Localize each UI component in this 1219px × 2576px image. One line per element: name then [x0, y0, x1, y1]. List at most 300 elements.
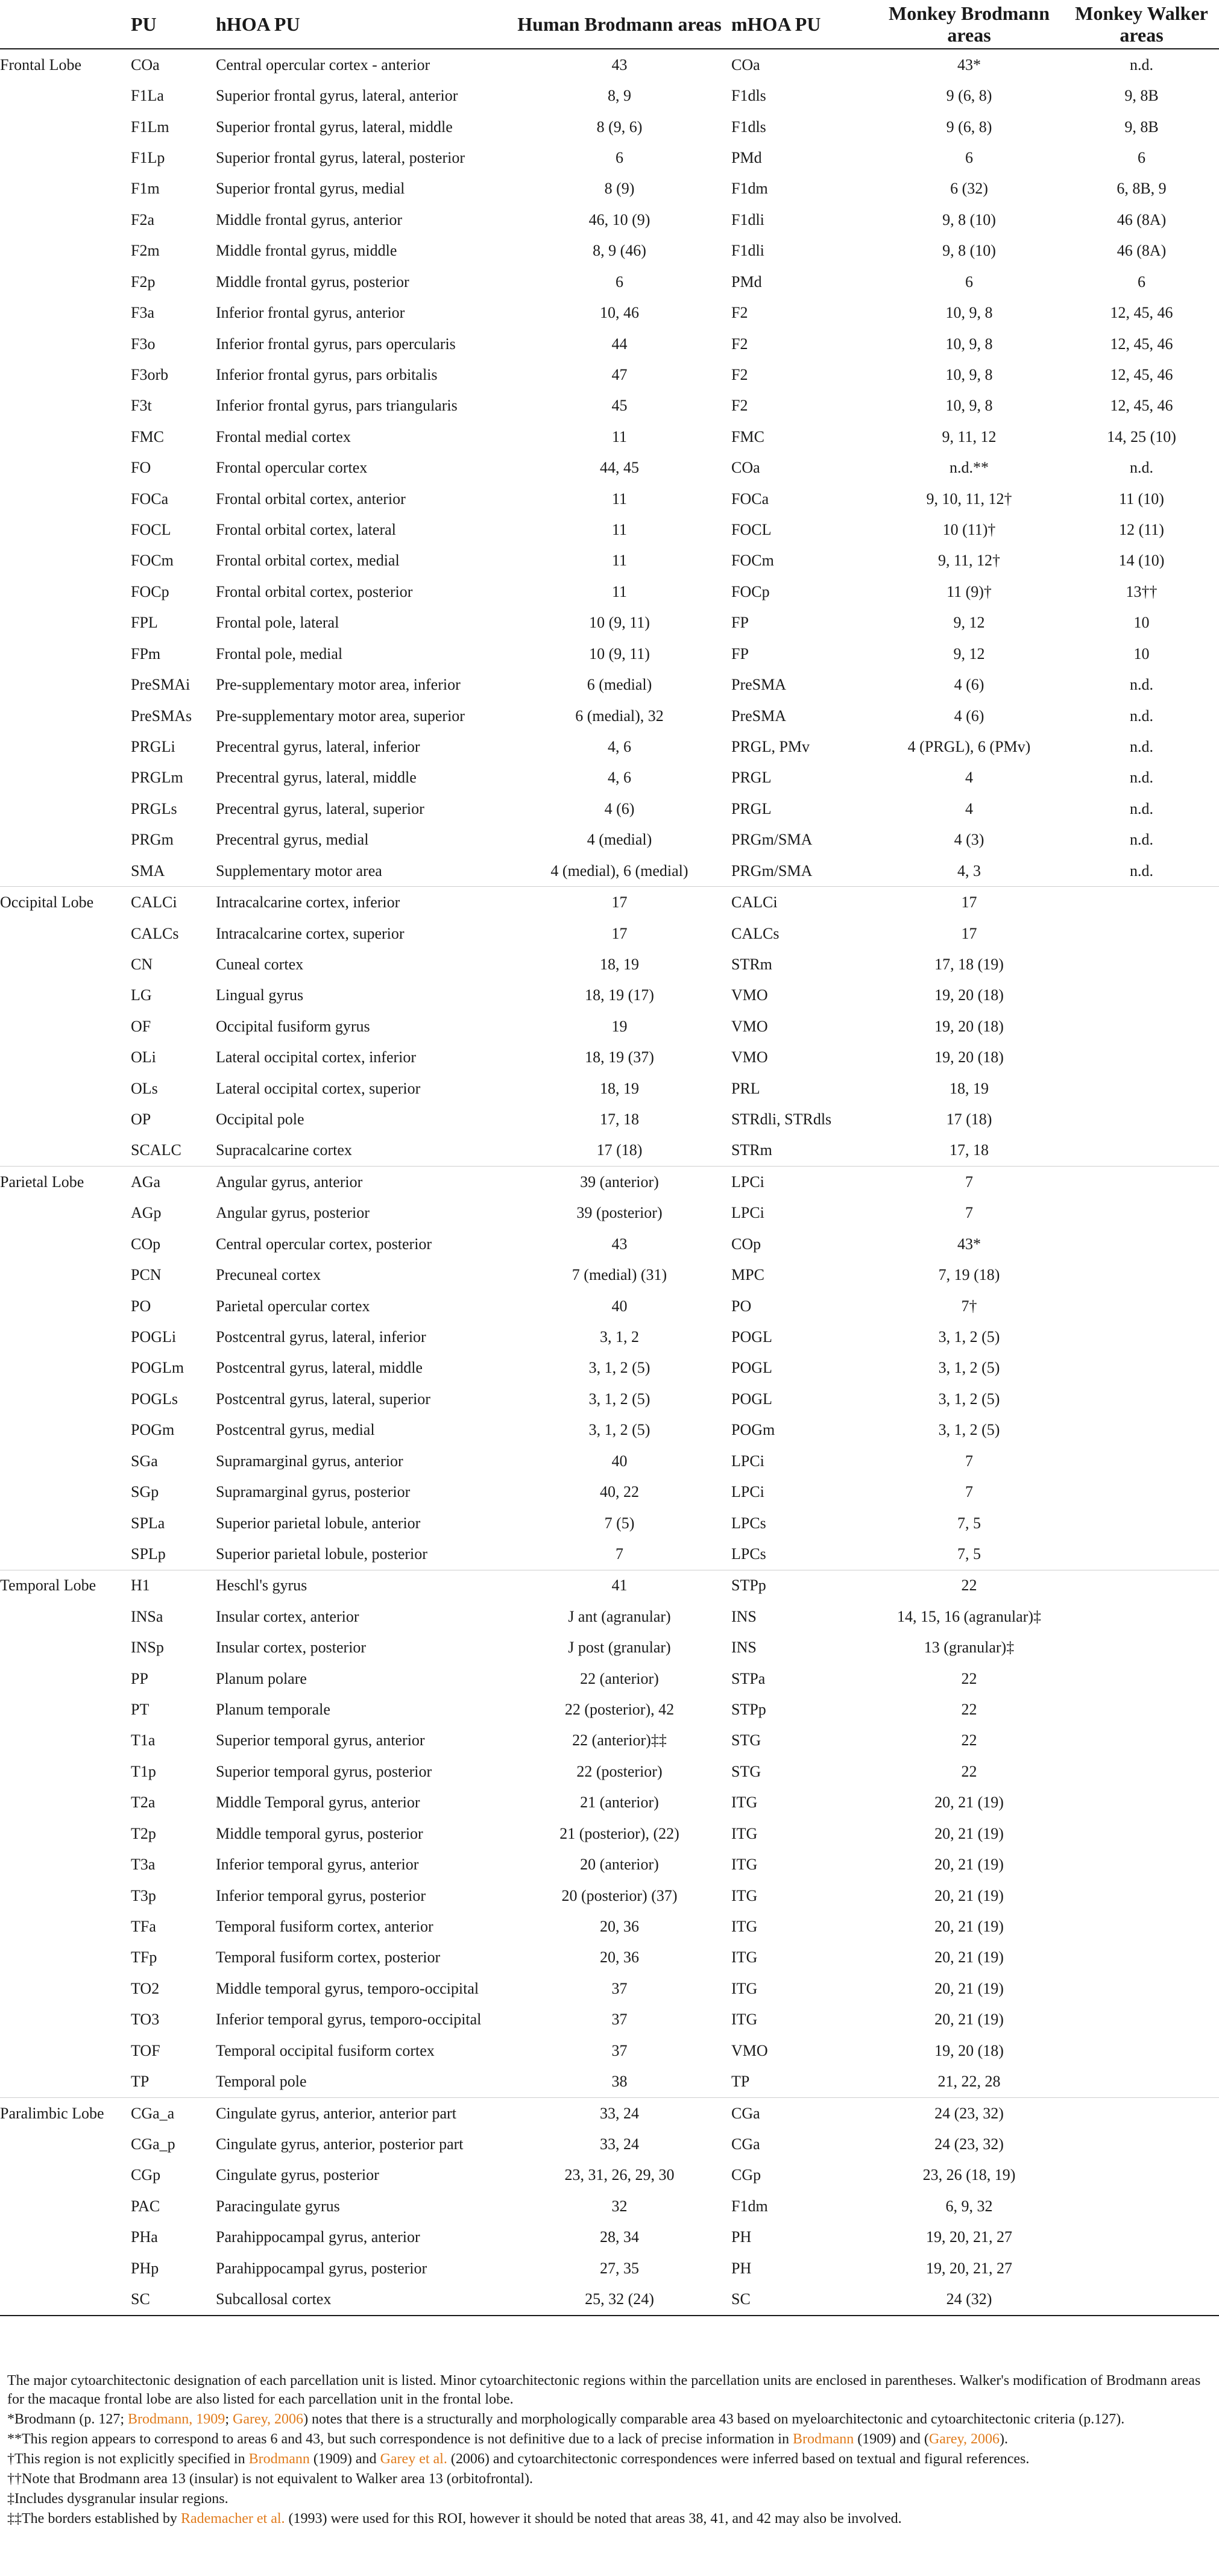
mhoa-code-cell: COa — [731, 55, 760, 74]
monkey-brodmann-areas-cell: 6 (32) — [950, 180, 988, 198]
table-row — [0, 763, 1219, 793]
hhoa-name-cell: Postcentral gyrus, lateral, inferior — [216, 1328, 426, 1346]
lobe-name-cell — [0, 2066, 124, 2097]
table-row — [0, 142, 1219, 173]
mhoa-code-cell: F1dm — [731, 180, 768, 198]
human-brodmann-areas-cell: 37 — [611, 2011, 628, 2029]
lobe-name-cell — [0, 793, 124, 824]
human-brodmann-areas-cell: 4 (medial), 6 (medial) — [512, 855, 726, 887]
monkey-walker-areas-cell — [1064, 1725, 1219, 1756]
monkey-brodmann-areas-cell: 19, 20 (18) — [934, 1017, 1004, 1035]
table-row — [0, 2222, 1219, 2253]
monkey-walker-areas-cell — [1064, 2004, 1219, 2035]
human-brodmann-areas-cell: 3, 1, 2 (5) — [588, 1390, 650, 1408]
human-brodmann-areas-cell: 39 (posterior) — [576, 1204, 663, 1222]
hhoa-name-cell: Paracingulate gyrus — [216, 2197, 340, 2215]
human-brodmann-areas-cell: 10 (9, 11) — [589, 614, 650, 632]
pu-code-cell: POGLs — [131, 1390, 178, 1408]
lobe-name-cell — [0, 855, 124, 887]
human-brodmann-areas-cell: 20, 36 — [600, 1948, 639, 1967]
hhoa-name-cell: Precuneal cortex — [216, 1266, 321, 1284]
human-brodmann-areas-cell: 17 (18) — [512, 1135, 726, 1167]
table-row — [0, 1663, 1219, 1694]
monkey-walker-areas-cell — [1064, 1446, 1219, 1476]
lobe-name-cell — [0, 1725, 124, 1756]
pu-code-cell: AGp — [131, 1204, 162, 1222]
table-row — [0, 949, 1219, 980]
mhoa-code-cell: SC — [726, 2284, 874, 2315]
monkey-brodmann-areas-cell: 7, 19 (18) — [938, 1266, 1000, 1284]
monkey-walker-areas-cell — [1064, 2284, 1219, 2315]
monkey-walker-areas-cell — [1064, 2253, 1219, 2284]
hhoa-name-cell: Lingual gyrus — [216, 986, 304, 1004]
hhoa-name-cell: Inferior frontal gyrus, pars triangularis — [216, 397, 458, 415]
pu-code-cell: COa — [131, 55, 160, 74]
monkey-walker-areas-cell — [1064, 1321, 1219, 1352]
monkey-brodmann-areas-cell: 6, 9, 32 — [945, 2197, 993, 2215]
lobe-name-cell — [0, 1476, 124, 1507]
table-row — [0, 887, 1219, 918]
monkey-walker-areas-cell — [1064, 1198, 1219, 1229]
monkey-walker-areas-cell — [1064, 2097, 1219, 2129]
hhoa-name-cell: Subcallosal cortex — [211, 2284, 512, 2315]
pu-code-cell: CALCi — [131, 893, 177, 912]
monkey-brodmann-areas-cell: 4 — [965, 799, 973, 817]
table-row — [0, 825, 1219, 855]
monkey-brodmann-areas-cell: 22 — [961, 1701, 977, 1719]
table-row — [0, 1973, 1219, 2004]
monkey-walker-areas-cell — [1064, 1384, 1219, 1414]
human-brodmann-areas-cell: 40, 22 — [600, 1483, 639, 1501]
pu-code-cell: INSa — [131, 1607, 163, 1625]
table-row — [0, 80, 1219, 111]
human-brodmann-areas-cell: 8 (9) — [604, 180, 635, 198]
lobe-name-cell — [0, 1384, 124, 1414]
mhoa-code-cell: FOCm — [731, 552, 774, 570]
hhoa-name-cell: Supramarginal gyrus, anterior — [216, 1452, 403, 1470]
mhoa-code-cell: STG — [731, 1762, 761, 1780]
human-brodmann-areas-cell: J ant (agranular) — [568, 1607, 671, 1625]
monkey-brodmann-areas-cell: 9, 12 — [953, 614, 985, 632]
human-brodmann-areas-cell: 22 (anterior)‡‡ — [572, 1731, 667, 1749]
pu-code-cell: OLi — [131, 1048, 156, 1066]
mhoa-code-cell: F1dm — [731, 2197, 768, 2215]
monkey-brodmann-areas-cell: 20, 21 (19) — [934, 1886, 1004, 1904]
hhoa-name-cell: Temporal occipital fusiform cortex — [216, 2041, 435, 2059]
monkey-walker-areas-cell — [1064, 2191, 1219, 2222]
human-brodmann-areas-cell: 17 — [611, 893, 628, 912]
human-brodmann-areas-cell: 11 — [611, 552, 628, 570]
table-row — [0, 1911, 1219, 1942]
lobe-name-cell: Frontal Lobe — [0, 55, 82, 74]
pu-code-cell: PreSMAs — [131, 707, 192, 725]
human-brodmann-areas-cell: 18, 19 (17) — [585, 986, 654, 1004]
monkey-walker-areas-cell — [1064, 1756, 1219, 1787]
pu-code-cell: TO2 — [131, 1979, 160, 1997]
hhoa-name-cell: Frontal medial cortex — [216, 427, 351, 446]
hhoa-name-cell: Cingulate gyrus, anterior, anterior part — [216, 2104, 456, 2122]
hhoa-name-cell: Occipital pole — [216, 1110, 304, 1129]
header-mhoa: mHOA PU — [731, 13, 821, 35]
monkey-walker-areas-cell — [1064, 1011, 1219, 1042]
hhoa-name-cell: Frontal pole, medial — [216, 644, 343, 663]
hhoa-name-cell: Superior temporal gyrus, posterior — [216, 1762, 432, 1780]
mhoa-code-cell: PO — [731, 1297, 752, 1315]
lobe-name-cell: Paralimbic Lobe — [0, 2104, 104, 2122]
monkey-walker-areas-cell — [1064, 1570, 1219, 1601]
monkey-walker-areas-cell: 12 (11) — [1119, 521, 1164, 539]
hhoa-name-cell: Superior parietal lobule, anterior — [216, 1514, 421, 1532]
table-row — [0, 1104, 1219, 1135]
pu-code-cell: POGm — [131, 1421, 175, 1439]
hhoa-name-cell: Central opercular cortex - anterior — [216, 55, 430, 74]
hhoa-name-cell: Intracalcarine cortex, inferior — [216, 893, 400, 912]
mhoa-code-cell: FOCa — [731, 490, 769, 508]
lobe-name-cell — [0, 80, 124, 111]
monkey-brodmann-areas-cell: 43* — [957, 55, 981, 74]
mhoa-code-cell: PH — [731, 2259, 752, 2277]
human-brodmann-areas-cell: 22 (posterior) — [576, 1762, 663, 1780]
pu-code-cell: F3o — [131, 335, 156, 353]
footnote-1-text-b: ; — [225, 2411, 233, 2427]
mhoa-code-cell: CGa — [731, 2104, 760, 2122]
human-brodmann-areas-cell: 32 — [611, 2197, 628, 2215]
hhoa-name-cell: Middle temporal gyrus, temporo-occipital — [216, 1979, 479, 1997]
table-row — [0, 112, 1219, 142]
human-brodmann-areas-cell: 47 — [611, 365, 628, 383]
hhoa-name-cell: Inferior temporal gyrus, anterior — [216, 1856, 419, 1874]
mhoa-code-cell: PH — [731, 2228, 752, 2246]
monkey-brodmann-areas-cell: 24 (32) — [874, 2284, 1064, 2315]
human-brodmann-areas-cell: 8 (9, 6) — [596, 118, 643, 136]
pu-code-cell: SC — [124, 2284, 211, 2315]
monkey-walker-areas-cell — [1064, 2160, 1219, 2191]
monkey-walker-areas-cell: n.d. — [1130, 799, 1153, 817]
pu-code-cell: F3a — [131, 304, 154, 322]
hhoa-name-cell: Planum temporale — [216, 1701, 330, 1719]
table-row — [0, 1880, 1219, 1911]
monkey-brodmann-areas-cell: 4 (6) — [954, 676, 984, 694]
lobe-name-cell — [0, 112, 124, 142]
hhoa-name-cell: Cingulate gyrus, posterior — [216, 2166, 379, 2184]
table-row — [0, 2191, 1219, 2222]
pu-code-cell: PO — [131, 1297, 151, 1315]
table-row — [0, 236, 1219, 266]
lobe-name-cell — [0, 1942, 124, 1973]
table-row — [0, 174, 1219, 204]
mhoa-code-cell: STPp — [731, 1576, 766, 1595]
mhoa-code-cell: F2 — [731, 397, 748, 415]
reference-link[interactable]: Brodmann — [248, 2451, 310, 2467]
pu-code-cell: SPLp — [124, 1538, 211, 1570]
human-brodmann-areas-cell: 6 (medial), 32 — [575, 707, 664, 725]
mhoa-code-cell: CALCs — [731, 924, 780, 942]
table-row — [0, 266, 1219, 297]
monkey-brodmann-areas-cell: 4 (3) — [954, 831, 984, 849]
table-row — [0, 576, 1219, 607]
lobe-name-cell — [0, 329, 124, 359]
monkey-brodmann-areas-cell: 19, 20, 21, 27 — [926, 2228, 1012, 2246]
header-lobe — [0, 0, 124, 49]
lobe-name-cell — [0, 701, 124, 731]
table-row — [0, 1353, 1219, 1384]
reference-link[interactable]: Garey, 2006 — [232, 2411, 304, 2427]
monkey-walker-areas-cell: 6 — [1138, 272, 1145, 291]
table-row — [0, 1415, 1219, 1446]
pu-code-cell: T2a — [131, 1793, 156, 1812]
monkey-brodmann-areas-cell: 6 — [965, 272, 973, 291]
mhoa-code-cell: ITG — [731, 1886, 758, 1904]
human-brodmann-areas-cell: 18, 19 (37) — [585, 1048, 654, 1066]
pu-code-cell: SMA — [124, 855, 211, 887]
pu-code-cell: PCN — [131, 1266, 162, 1284]
lobe-name-cell — [0, 2129, 124, 2159]
footnote-5: ‡Includes dysgranular insular regions. — [7, 2491, 228, 2507]
table-row — [0, 1633, 1219, 1663]
hhoa-name-cell: Inferior frontal gyrus, anterior — [216, 304, 405, 322]
footnote-3-text-b: (1909) and — [309, 2451, 380, 2467]
human-brodmann-areas-cell: 4 (6) — [604, 799, 635, 817]
pu-code-cell: POGLi — [131, 1328, 177, 1346]
mhoa-code-cell: VMO — [731, 2041, 768, 2059]
table-row — [0, 297, 1219, 328]
monkey-brodmann-areas-cell: 10, 9, 8 — [945, 365, 993, 383]
lobe-name-cell — [0, 1818, 124, 1849]
lobe-name-cell — [0, 2284, 124, 2315]
mhoa-code-cell: PRGL, PMv — [731, 737, 810, 755]
table-row — [0, 669, 1219, 700]
mhoa-code-cell: STPp — [731, 1701, 766, 1719]
monkey-brodmann-areas-cell: 23, 26 (18, 19) — [922, 2166, 1016, 2184]
human-brodmann-areas-cell: 43 — [611, 1235, 628, 1253]
mhoa-code-cell: COa — [731, 459, 760, 477]
table-row — [0, 1818, 1219, 1849]
pu-code-cell: SCALC — [124, 1135, 211, 1167]
table-row — [0, 2160, 1219, 2191]
lobe-name-cell — [0, 546, 124, 576]
monkey-brodmann-areas-cell: 7, 5 — [874, 1538, 1064, 1570]
table-row — [0, 1508, 1219, 1538]
pu-code-cell: CGp — [131, 2166, 161, 2184]
pu-code-cell: PAC — [131, 2197, 160, 2215]
hhoa-name-cell: Middle frontal gyrus, posterior — [216, 272, 409, 291]
human-brodmann-areas-cell: 22 (posterior), 42 — [564, 1701, 675, 1719]
human-brodmann-areas-cell: 7 (medial) (31) — [572, 1266, 667, 1284]
human-brodmann-areas-cell: 46, 10 (9) — [588, 210, 650, 228]
pu-code-cell: T1a — [131, 1731, 156, 1749]
hhoa-name-cell: Superior temporal gyrus, anterior — [216, 1731, 425, 1749]
table-notes — [7, 2372, 1212, 2530]
human-brodmann-areas-cell: 45 — [611, 397, 628, 415]
lobe-name-cell — [0, 1538, 124, 1570]
human-brodmann-areas-cell: 23, 31, 26, 29, 30 — [564, 2166, 675, 2184]
human-brodmann-areas-cell: 20, 36 — [600, 1918, 639, 1936]
human-brodmann-areas-cell: 6 (medial) — [587, 676, 652, 694]
pu-code-cell: TFp — [131, 1948, 157, 1967]
mhoa-code-cell: PRGL — [731, 799, 772, 817]
monkey-brodmann-areas-cell: 3, 1, 2 (5) — [938, 1421, 1000, 1439]
lobe-name-cell — [0, 1073, 124, 1104]
table-row — [0, 2253, 1219, 2284]
mhoa-code-cell: MPC — [731, 1266, 764, 1284]
human-brodmann-areas-cell: 41 — [611, 1576, 628, 1595]
lobe-name-cell — [0, 421, 124, 452]
pu-code-cell: FPL — [131, 614, 158, 632]
lobe-name-cell — [0, 1663, 124, 1694]
human-brodmann-areas-cell: 4 (medial) — [587, 831, 652, 849]
lobe-name-cell — [0, 638, 124, 669]
lobe-name-cell — [0, 1229, 124, 1259]
pu-code-cell: F1La — [131, 87, 164, 105]
human-brodmann-areas-cell: 33, 24 — [600, 2135, 639, 2153]
hhoa-name-cell: Parahippocampal gyrus, anterior — [216, 2228, 420, 2246]
monkey-brodmann-areas-cell: 19, 20 (18) — [934, 986, 1004, 1004]
human-brodmann-areas-cell: 3, 1, 2 — [600, 1328, 639, 1346]
monkey-walker-areas-cell — [1064, 1167, 1219, 1198]
footnote-2-text-c: ). — [999, 2431, 1008, 2447]
monkey-brodmann-areas-cell: 10, 9, 8 — [945, 335, 993, 353]
monkey-brodmann-areas-cell: 4, 3 — [874, 855, 1064, 887]
table-row — [0, 1011, 1219, 1042]
reference-link[interactable]: Garey, 2006 — [928, 2431, 1000, 2447]
pu-code-cell: FMC — [131, 427, 164, 446]
monkey-brodmann-areas-cell: 20, 21 (19) — [934, 1918, 1004, 1936]
mhoa-code-cell: COp — [731, 1235, 761, 1253]
human-brodmann-areas-cell: 8, 9 (46) — [593, 242, 646, 260]
hhoa-name-cell: Middle temporal gyrus, posterior — [216, 1824, 423, 1842]
lobe-name-cell: Occipital Lobe — [0, 893, 94, 912]
monkey-walker-areas-cell — [1064, 1973, 1219, 2004]
table-row — [0, 452, 1219, 483]
hhoa-name-cell: Planum polare — [216, 1669, 307, 1687]
monkey-walker-areas-cell — [1064, 1104, 1219, 1135]
mhoa-code-cell: PMd — [731, 148, 762, 166]
table-row — [0, 1601, 1219, 1632]
monkey-brodmann-areas-cell: 7 — [965, 1452, 973, 1470]
hhoa-name-cell: Superior frontal gyrus, lateral, middle — [216, 118, 453, 136]
human-brodmann-areas-cell: 40 — [611, 1452, 628, 1470]
table-row — [0, 1229, 1219, 1259]
header-monkey-brodmann: Monkey Brodmann areas — [888, 2, 1050, 46]
mhoa-code-cell: ITG — [731, 1856, 758, 1874]
pu-code-cell: FOCp — [131, 582, 169, 600]
pu-code-cell: F3t — [131, 397, 152, 415]
monkey-walker-areas-cell — [1064, 1291, 1219, 1321]
hhoa-name-cell: Supplementary motor area — [211, 855, 512, 887]
human-brodmann-areas-cell: 40 — [611, 1297, 628, 1315]
lobe-name-cell — [0, 391, 124, 421]
reference-link[interactable]: Rademacher et al. — [180, 2511, 285, 2527]
hhoa-name-cell: Middle frontal gyrus, middle — [216, 242, 397, 260]
human-brodmann-areas-cell: 25, 32 (24) — [512, 2284, 726, 2315]
lobe-name-cell — [0, 174, 124, 204]
monkey-brodmann-areas-cell: 9, 8 (10) — [942, 210, 996, 228]
monkey-walker-areas-cell — [1064, 1694, 1219, 1725]
pu-code-cell: TFa — [131, 1918, 156, 1936]
mhoa-code-cell: INS — [731, 1607, 757, 1625]
lobe-name-cell — [0, 266, 124, 297]
table-body — [0, 49, 1219, 2316]
human-brodmann-areas-cell: 6 — [616, 148, 623, 166]
pu-code-cell: T3p — [131, 1886, 156, 1904]
lobe-name-cell: Parietal Lobe — [0, 1173, 84, 1191]
pu-code-cell: PRGLm — [131, 769, 183, 787]
monkey-brodmann-areas-cell: 20, 21 (19) — [934, 1856, 1004, 1874]
hhoa-name-cell: Middle Temporal gyrus, anterior — [216, 1793, 420, 1812]
table-row — [0, 1476, 1219, 1507]
monkey-brodmann-areas-cell: 20, 21 (19) — [934, 1948, 1004, 1967]
monkey-walker-areas-cell: 14, 25 (10) — [1107, 427, 1176, 446]
monkey-brodmann-areas-cell: 3, 1, 2 (5) — [938, 1390, 1000, 1408]
header-row — [0, 0, 1219, 49]
pu-code-cell: OF — [131, 1017, 151, 1035]
table-row — [0, 204, 1219, 235]
pu-code-cell: T3a — [131, 1856, 156, 1874]
mhoa-code-cell: F2 — [731, 304, 748, 322]
human-brodmann-areas-cell: 21 (posterior), (22) — [559, 1824, 679, 1842]
hhoa-name-cell: Supramarginal gyrus, posterior — [216, 1483, 411, 1501]
mhoa-code-cell: LPCs — [726, 1538, 874, 1570]
mhoa-code-cell: PreSMA — [731, 676, 787, 694]
table-row — [0, 1756, 1219, 1787]
table-row — [0, 1538, 1219, 1570]
lobe-name-cell — [0, 2253, 124, 2284]
human-brodmann-areas-cell: 7 (5) — [604, 1514, 635, 1532]
monkey-brodmann-areas-cell: 9, 11, 12 — [942, 427, 997, 446]
monkey-walker-areas-cell — [1064, 2129, 1219, 2159]
monkey-walker-areas-cell: 6 — [1138, 148, 1145, 166]
monkey-brodmann-areas-cell: 7, 5 — [957, 1514, 981, 1532]
reference-link[interactable]: Brodmann — [792, 2431, 854, 2447]
pu-code-cell: PHp — [131, 2259, 159, 2277]
monkey-brodmann-areas-cell: 7 — [965, 1483, 973, 1501]
monkey-brodmann-areas-cell: 4 (6) — [954, 707, 984, 725]
lobe-name-cell — [0, 1633, 124, 1663]
monkey-brodmann-areas-cell: 13 (granular)‡ — [924, 1639, 1015, 1657]
mhoa-code-cell: CGa — [731, 2135, 760, 2153]
mhoa-code-cell: ITG — [731, 1948, 758, 1967]
table-row — [0, 1167, 1219, 1198]
lobe-name-cell — [0, 1198, 124, 1229]
reference-link[interactable]: Brodmann, 1909 — [127, 2411, 225, 2427]
table-row — [0, 1321, 1219, 1352]
monkey-brodmann-areas-cell: 9, 11, 12† — [937, 552, 1001, 570]
table-row — [0, 359, 1219, 390]
mhoa-code-cell: F1dls — [731, 87, 766, 105]
monkey-brodmann-areas-cell: 9, 8 (10) — [942, 242, 996, 260]
human-brodmann-areas-cell: 37 — [611, 1979, 628, 1997]
monkey-brodmann-areas-cell: 4 (PRGL), 6 (PMv) — [907, 737, 1031, 755]
monkey-walker-areas-cell: 9, 8B — [1124, 118, 1159, 136]
table-row — [0, 793, 1219, 824]
monkey-walker-areas-cell: n.d. — [1130, 676, 1153, 694]
footnote-3 — [7, 2450, 1212, 2469]
hhoa-name-cell: Middle frontal gyrus, anterior — [216, 210, 403, 228]
monkey-walker-areas-cell — [1064, 1880, 1219, 1911]
lobe-name-cell — [0, 297, 124, 328]
monkey-walker-areas-cell — [1064, 1818, 1219, 1849]
pu-code-cell: CN — [131, 955, 153, 973]
human-brodmann-areas-cell: 33, 24 — [600, 2104, 639, 2122]
human-brodmann-areas-cell: 44, 45 — [600, 459, 639, 477]
mhoa-code-cell: POGL — [731, 1390, 772, 1408]
hhoa-name-cell: Superior frontal gyrus, lateral, anterior — [216, 87, 458, 105]
hhoa-name-cell: Frontal orbital cortex, lateral — [216, 521, 396, 539]
pu-code-cell: F3orb — [131, 365, 169, 383]
reference-link[interactable]: Garey et al. — [380, 2451, 447, 2467]
monkey-walker-areas-cell: n.d. — [1064, 855, 1219, 887]
monkey-brodmann-areas-cell: 24 (23, 32) — [934, 2135, 1004, 2153]
